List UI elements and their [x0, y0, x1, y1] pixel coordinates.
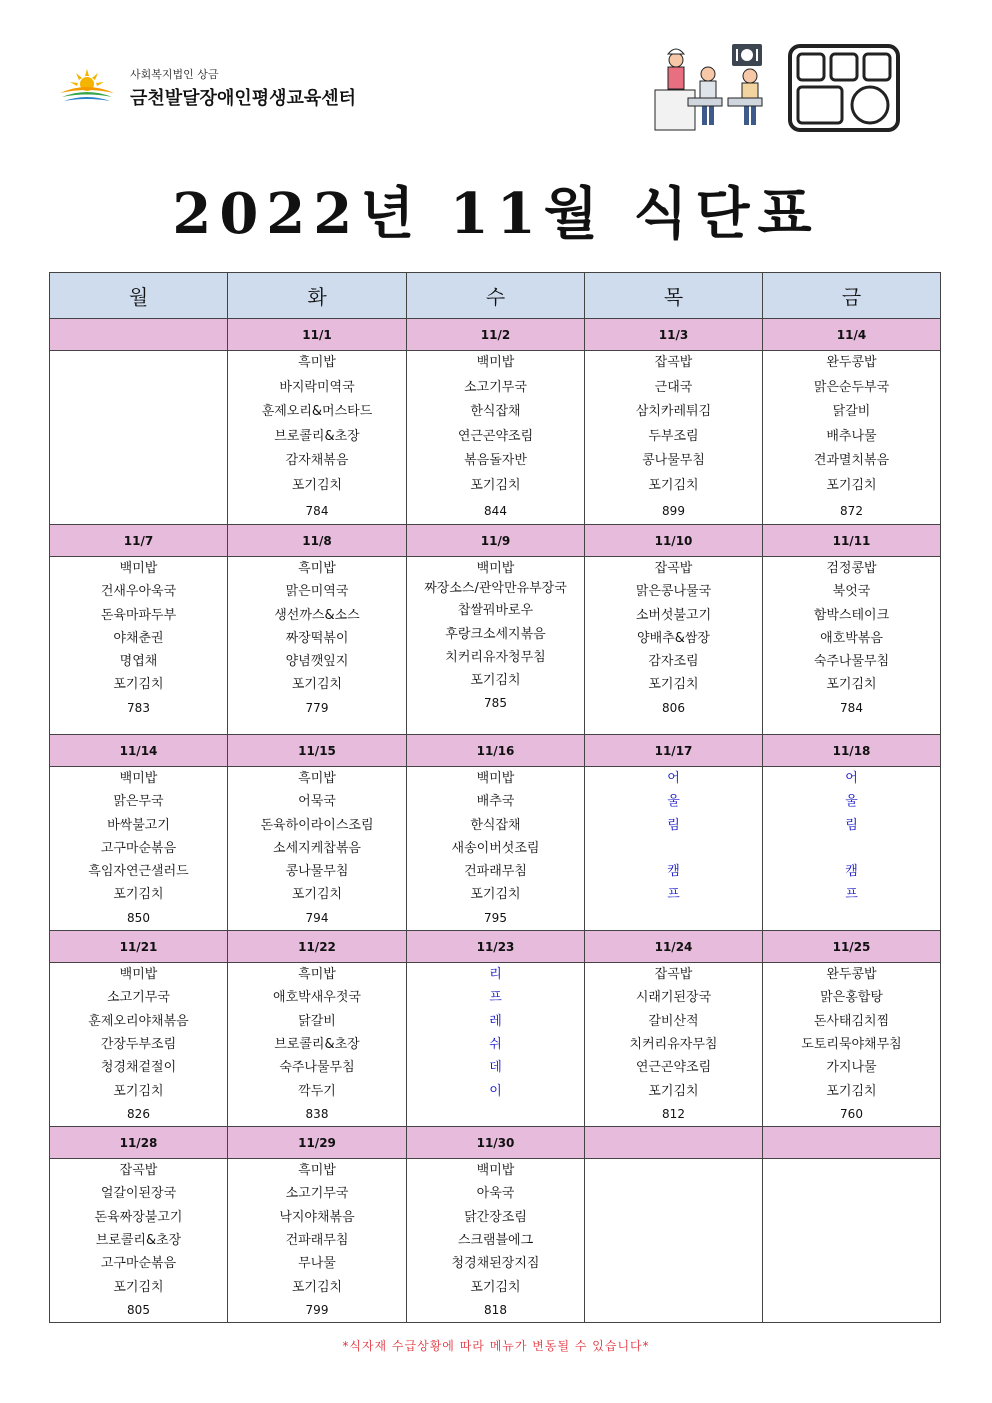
menu-item: 백미밥 [119, 561, 158, 576]
calorie-value: 783 [127, 700, 150, 715]
menu-item: 애호박새우젓국 [273, 990, 361, 1006]
menu-item [763, 837, 940, 860]
menu-item: 훈제오리야채볶음 [88, 1013, 189, 1029]
menu-item: 시래기된장국 [635, 990, 712, 1006]
sun-logo-icon [58, 66, 116, 106]
menu-item: 연근곤약조림 [457, 428, 534, 444]
menu-item: 포기김치 [470, 477, 521, 493]
menu-item: 포기김치 [113, 677, 164, 693]
menu-item: 포기김치 [648, 477, 699, 493]
menu-item: 완두콩밥 [826, 355, 877, 370]
menu-item: 갈비산적 [648, 1013, 699, 1029]
calorie-value: 794 [305, 910, 329, 925]
menu-item: 브로콜리&초장 [274, 428, 360, 444]
menu-item: 프 [845, 887, 858, 903]
menu-item: 맑은홍합탕 [820, 990, 883, 1006]
menu-item: 깍두기 [298, 1083, 336, 1099]
menu-item: 프 [489, 990, 502, 1006]
menu-item: 포기김치 [291, 1279, 343, 1295]
menu-item: 포기김치 [113, 1083, 164, 1099]
menu-item: 훈제오리&머스타드 [261, 404, 373, 420]
menu-item: 포기김치 [113, 887, 164, 903]
menu-item: 포기김치 [291, 887, 343, 903]
menu-item: 함박스테이크 [813, 607, 890, 623]
menu-item: 짜장소스/관악만유부장국 [424, 581, 567, 597]
menu-item: 생선까스&소스 [274, 607, 360, 623]
menu-item: 포기김치 [826, 477, 877, 493]
menu-item: 쉬 [489, 1036, 502, 1052]
menu-row [50, 767, 941, 931]
date-cell [50, 319, 228, 351]
menu-item: 숙주나물무침 [279, 1060, 355, 1076]
menu-item: 배추국 [476, 794, 515, 810]
menu-item: 짜장떡볶이 [285, 630, 349, 646]
menu-item: 양념깻잎지 [285, 654, 349, 670]
day-menu-cell [407, 767, 585, 931]
calorie-value: 818 [484, 1302, 507, 1317]
date-cell: 11/7 [50, 525, 228, 557]
page-title: 2022년 11월 식단표 [172, 181, 820, 247]
date-row [50, 931, 941, 963]
date-cell: 11/15 [228, 735, 407, 767]
menu-item: 스크램블에그 [457, 1233, 534, 1249]
menu-item: 포기김치 [648, 1083, 699, 1099]
day-menu-cell [50, 767, 228, 931]
org-name: 금천발달장애인평생교육센터 [130, 88, 357, 109]
menu-item: 견과멸치볶음 [813, 453, 890, 469]
menu-row [50, 963, 941, 1127]
menu-item: 레 [489, 1013, 502, 1029]
menu-item: 닭갈비 [832, 404, 871, 420]
calorie-value: 785 [484, 696, 507, 711]
date-cell: 11/16 [407, 735, 585, 767]
calorie-value: 812 [662, 1106, 685, 1121]
calorie-value: 805 [127, 1302, 150, 1317]
calorie-value: 779 [305, 700, 329, 715]
menu-item: 양배추&쌈장 [637, 630, 710, 646]
menu-item: 치커리유자청무침 [445, 649, 546, 665]
menu-item: 포기김치 [826, 1083, 877, 1099]
menu-item: 명엽채 [119, 654, 158, 670]
menu-item: 브로콜리&초장 [95, 1233, 182, 1249]
day-menu-cell [407, 557, 585, 735]
menu-item: 가지나물 [826, 1060, 877, 1076]
day-menu-cell [407, 1159, 585, 1323]
menu-item: 울 [667, 794, 680, 810]
day-menu-cell [228, 557, 407, 735]
menu-item: 캠 [667, 864, 680, 880]
menu-item: 소버섯불고기 [635, 607, 712, 623]
day-menu-cell [763, 557, 941, 735]
menu-item: 흑미밥 [298, 771, 336, 786]
menu-item: 흑미밥 [298, 355, 336, 370]
menu-item: 청경채된장지짐 [451, 1256, 540, 1272]
menu-item: 바지락미역국 [279, 379, 355, 395]
menu-item: 어 [667, 771, 680, 786]
menu-item: 포기김치 [826, 677, 877, 693]
menu-item: 얼갈이된장국 [100, 1186, 177, 1202]
day-menu-cell [407, 351, 585, 525]
menu-item: 삼치카레튀김 [635, 404, 712, 420]
menu-item: 새송이버섯조림 [451, 840, 540, 856]
menu-item: 닭간장조림 [464, 1209, 527, 1225]
weekday-fri: 금 [763, 273, 941, 319]
menu-item: 두부조림 [648, 428, 699, 444]
date-row [50, 525, 941, 557]
date-cell: 11/30 [407, 1127, 585, 1159]
menu-item: 잡곡밥 [654, 561, 693, 576]
menu-item: 잡곡밥 [119, 1163, 158, 1179]
menu-item: 소고기무국 [464, 379, 527, 395]
weekday-header-row [50, 273, 941, 319]
menu-item: 북엇국 [832, 584, 871, 600]
date-cell: 11/22 [228, 931, 407, 963]
calorie-value: 838 [305, 1106, 329, 1121]
menu-row [50, 557, 941, 735]
date-row [50, 735, 941, 767]
menu-item: 콩나물무침 [285, 864, 349, 880]
date-cell: 11/23 [407, 931, 585, 963]
day-menu-cell [228, 767, 407, 931]
date-cell: 11/3 [585, 319, 763, 351]
menu-item: 완두콩밥 [826, 967, 877, 983]
date-cell: 11/9 [407, 525, 585, 557]
menu-item: 후랑크소세지볶음 [445, 626, 546, 642]
day-menu-cell [763, 351, 941, 525]
menu-item: 울 [845, 794, 858, 810]
menu-item: 브로콜리&초장 [274, 1036, 360, 1052]
weekday-thu: 목 [585, 273, 763, 319]
menu-item: 포기김치 [470, 887, 521, 903]
day-menu-cell [585, 1159, 763, 1323]
calorie-value: 784 [840, 700, 863, 715]
menu-item: 프 [667, 887, 680, 903]
menu-item: 맑은순두부국 [813, 379, 890, 395]
date-cell: 11/29 [228, 1127, 407, 1159]
menu-item: 어묵국 [298, 794, 336, 810]
menu-item: 야채춘권 [113, 630, 164, 646]
date-cell: 11/1 [228, 319, 407, 351]
calorie-value: 760 [840, 1106, 863, 1121]
date-cell: 11/17 [585, 735, 763, 767]
menu-item: 흑미밥 [298, 967, 336, 983]
menu-item: 맑은무국 [113, 794, 164, 810]
menu-item: 포기김치 [470, 1279, 521, 1295]
menu-item: 백미밥 [476, 561, 515, 576]
day-menu-cell [763, 963, 941, 1127]
menu-item: 리 [489, 967, 502, 983]
menu-item: 검정콩밥 [826, 561, 877, 576]
date-cell: 11/25 [763, 931, 941, 963]
menu-item: 흑미밥 [298, 561, 336, 576]
date-row [50, 319, 941, 351]
menu-item: 잡곡밥 [654, 355, 693, 370]
menu-item: 림 [667, 817, 680, 833]
day-menu-cell [585, 351, 763, 525]
date-cell: 11/11 [763, 525, 941, 557]
calorie-value: 784 [305, 503, 329, 518]
menu-item: 고구마순볶음 [100, 840, 177, 856]
date-cell: 11/28 [50, 1127, 228, 1159]
date-cell: 11/21 [50, 931, 228, 963]
menu-item: 포기김치 [291, 477, 343, 493]
calorie-value: 844 [484, 503, 507, 518]
calorie-value [763, 907, 940, 930]
menu-item: 낙지야채볶음 [279, 1209, 355, 1225]
menu-item: 애호박볶음 [820, 630, 883, 646]
date-cell: 11/10 [585, 525, 763, 557]
menu-item: 돈육짜장불고기 [94, 1209, 183, 1225]
date-cell [763, 1127, 941, 1159]
day-menu-cell [228, 1159, 407, 1323]
date-cell: 11/2 [407, 319, 585, 351]
menu-item: 데 [489, 1060, 502, 1076]
menu-item: 맑은미역국 [285, 584, 349, 600]
meal-tray-icon [788, 44, 900, 132]
menu-item: 감자조림 [648, 654, 699, 670]
menu-row [50, 1159, 941, 1323]
menu-item: 무나물 [298, 1256, 336, 1272]
day-menu-cell [763, 767, 941, 931]
day-menu-cell [50, 351, 228, 525]
date-cell: 11/4 [763, 319, 941, 351]
menu-item: 닭갈비 [298, 1013, 336, 1029]
menu-item: 잡곡밥 [654, 967, 693, 983]
day-menu-cell [585, 767, 763, 931]
menu-item: 백미밥 [119, 771, 158, 786]
menu-item: 연근곤약조림 [635, 1060, 712, 1076]
date-cell: 11/18 [763, 735, 941, 767]
menu-change-notice: *식자재 수급상황에 따라 메뉴가 변동될 수 있습니다* [342, 1339, 650, 1353]
menu-item: 간장두부조림 [100, 1036, 177, 1052]
menu-item: 소고기무국 [285, 1186, 349, 1202]
menu-item: 어 [845, 771, 858, 786]
menu-item: 포기김치 [113, 1279, 164, 1295]
menu-item: 백미밥 [476, 355, 515, 370]
calorie-value: 826 [127, 1106, 150, 1121]
menu-item: 한식잡채 [470, 817, 521, 833]
menu-body [50, 319, 941, 1323]
cafeteria-line-illustration [650, 40, 770, 132]
calorie-value [407, 1103, 584, 1126]
menu-item: 돈육마파두부 [100, 607, 177, 623]
date-cell: 11/8 [228, 525, 407, 557]
day-menu-cell [50, 557, 228, 735]
day-menu-cell [585, 963, 763, 1127]
day-menu-cell [228, 351, 407, 525]
menu-item: 콩나물무침 [642, 453, 705, 469]
menu-item: 찹쌀꿔바로우 [457, 603, 534, 619]
menu-item: 백미밥 [119, 967, 158, 983]
menu-item: 포기김치 [291, 677, 343, 693]
menu-item: 림 [845, 817, 858, 833]
menu-item: 흑임자연근샐러드 [88, 864, 189, 880]
menu-item [585, 837, 762, 860]
menu-item: 감자채볶음 [285, 453, 349, 469]
menu-item: 백미밥 [476, 771, 515, 786]
day-menu-cell [407, 963, 585, 1127]
calorie-value: 795 [484, 910, 507, 925]
menu-item: 치커리유자무침 [629, 1036, 718, 1052]
menu-item: 배추나물 [826, 428, 877, 444]
date-cell [585, 1127, 763, 1159]
menu-item: 소세지케찹볶음 [273, 840, 361, 856]
menu-item: 숙주나물무침 [813, 654, 890, 670]
menu-item: 도토리묵야채무침 [801, 1036, 902, 1052]
menu-item: 아욱국 [476, 1186, 515, 1202]
calorie-value: 872 [840, 503, 863, 518]
weekday-mon: 월 [50, 273, 228, 319]
menu-item: 볶음돌자반 [464, 453, 527, 469]
menu-item: 캠 [845, 864, 858, 880]
menu-item: 돈육하이라이스조림 [260, 817, 374, 833]
menu-item: 돈사태김치찜 [813, 1013, 890, 1029]
day-menu-cell [228, 963, 407, 1127]
menu-item: 백미밥 [476, 1163, 515, 1179]
calorie-value: 850 [127, 910, 150, 925]
weekday-tue: 화 [228, 273, 407, 319]
menu-item: 바싹불고기 [107, 817, 170, 833]
menu-item: 청경채겉절이 [100, 1060, 177, 1076]
calorie-value: 806 [662, 700, 685, 715]
menu-item: 포기김치 [648, 677, 699, 693]
date-cell: 11/14 [50, 735, 228, 767]
day-menu-cell [50, 1159, 228, 1323]
menu-item: 한식잡채 [470, 404, 521, 420]
weekday-wed: 수 [407, 273, 585, 319]
menu-item: 고구마순볶음 [100, 1256, 177, 1272]
date-row [50, 1127, 941, 1159]
menu-item: 이 [489, 1083, 502, 1099]
day-menu-cell [585, 557, 763, 735]
menu-item: 맑은콩나물국 [635, 584, 712, 600]
menu-item: 건파래무침 [464, 864, 527, 880]
date-cell: 11/24 [585, 931, 763, 963]
menu-item: 흑미밥 [298, 1163, 336, 1179]
menu-item: 근대국 [654, 379, 693, 395]
day-menu-cell [763, 1159, 941, 1323]
calorie-value [585, 907, 762, 930]
menu-item: 건새우아욱국 [100, 584, 177, 600]
menu-item: 건파래무침 [285, 1233, 349, 1249]
calorie-value: 799 [305, 1302, 329, 1317]
org-subtitle: 사회복지법인 상금 [130, 68, 219, 81]
menu-item: 소고기무국 [107, 990, 170, 1006]
menu-item: 포기김치 [470, 673, 521, 689]
day-menu-cell [50, 963, 228, 1127]
menu-row [50, 351, 941, 525]
menu-table [49, 272, 941, 1323]
calorie-value: 899 [662, 503, 685, 518]
